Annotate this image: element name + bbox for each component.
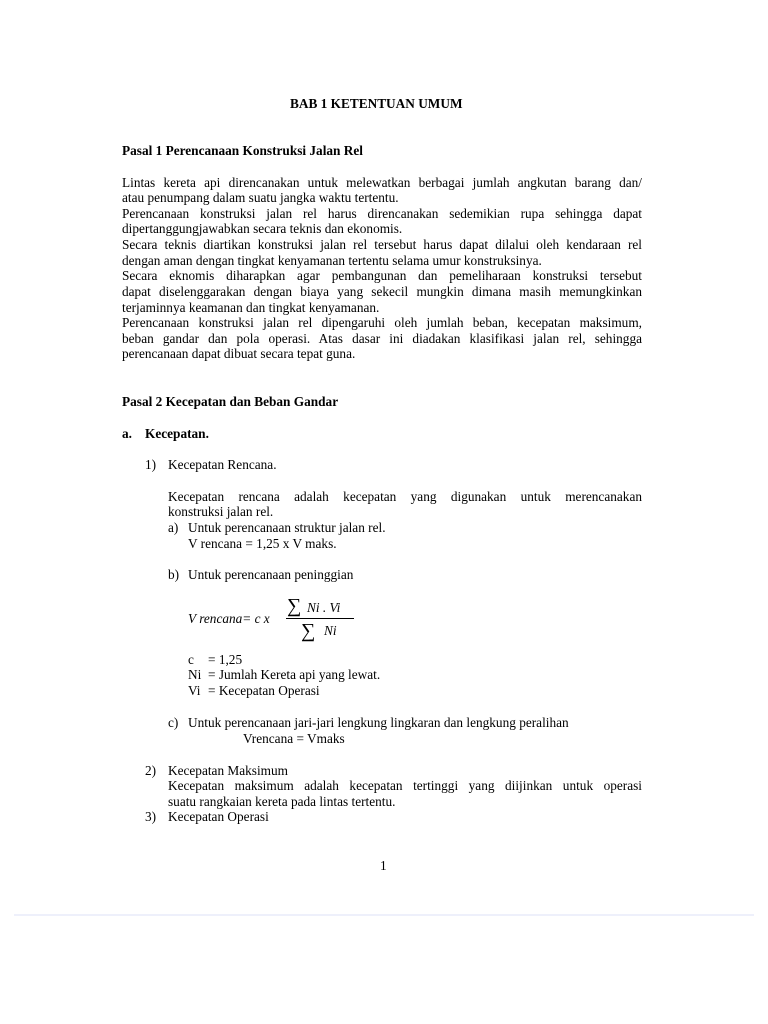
pasal-1-heading: Pasal 1 Perencanaan Konstruksi Jalan Rel bbox=[122, 143, 363, 158]
item-1a-marker: a) bbox=[168, 520, 179, 535]
formula-denominator: Ni bbox=[324, 623, 337, 638]
item-1a-formula: V rencana = 1,25 x V maks. bbox=[188, 536, 337, 551]
item-1-desc-line: konstruksi jalan rel. bbox=[168, 504, 274, 519]
formula-numerator: Ni . Vi bbox=[307, 600, 341, 615]
item-1b-label: Untuk perencanaan peninggian bbox=[188, 567, 354, 582]
item-2-label: Kecepatan Maksimum bbox=[168, 763, 289, 778]
item-1c-label: Untuk perencanaan jari-jari lengkung lingkaran dan lengkung peralihan bbox=[188, 715, 569, 730]
paragraph-line: dengan aman dengan tingkat kenyamanan tertentu selama umur konstruksinya. bbox=[122, 253, 542, 268]
paragraph-line: atau penumpang dalam suatu jangka waktu tertentu. bbox=[122, 190, 399, 205]
item-1-label: Kecepatan Rencana. bbox=[168, 457, 277, 472]
var-definition: = 1,25 bbox=[208, 652, 243, 667]
item-3-label: Kecepatan Operasi bbox=[168, 809, 269, 824]
var-symbol: Vi bbox=[188, 683, 201, 698]
paragraph-line: dapat diselenggarakan dengan biaya yang sekecil mungkin dimana masih memungkinkan bbox=[122, 284, 642, 299]
item-1a-label: Untuk perencanaan struktur jalan rel. bbox=[188, 520, 386, 535]
var-definition: = Jumlah Kereta api yang lewat. bbox=[208, 667, 381, 682]
section-a-label: Kecepatan. bbox=[145, 426, 209, 441]
page-number: 1 bbox=[380, 858, 387, 873]
item-2-marker: 2) bbox=[145, 763, 157, 778]
item-1b-marker: b) bbox=[168, 567, 180, 582]
paragraph-line: dipertanggungjawabkan secara teknis dan ekonomis. bbox=[122, 221, 403, 236]
paragraph-line: terjaminnya keamanan dan tingkat kenyamanan. bbox=[122, 300, 380, 315]
paragraph-line: Secara eknomis diharapkan agar pembangunan dan pemeliharaan konstruksi tersebut bbox=[122, 268, 642, 283]
paragraph-line: Perencanaan konstruksi jalan rel harus direncanakan sedemikian rupa sehingga dapat bbox=[122, 206, 642, 221]
var-symbol: Ni bbox=[188, 667, 202, 682]
item-1-desc-line: Kecepatan rencana adalah kecepatan yang digunakan untuk merencanakan bbox=[168, 489, 642, 504]
item-2-desc-line: Kecepatan maksimum adalah kecepatan tertinggi yang diijinkan untuk operasi bbox=[168, 778, 642, 793]
paragraph-line: Perencanaan konstruksi jalan rel dipengaruhi oleh jumlah beban, kecepatan maksimum, bbox=[122, 315, 642, 330]
item-3-marker: 3) bbox=[145, 809, 157, 824]
paragraph-line: beban gandar dan pola operasi. Atas dasar ini diadakan klasifikasi jalan rel, sehingga bbox=[122, 331, 642, 346]
var-definition: = Kecepatan Operasi bbox=[208, 683, 320, 698]
chapter-title: BAB 1 KETENTUAN UMUM bbox=[290, 96, 463, 111]
section-a-marker: a. bbox=[122, 426, 132, 441]
paragraph-line: perencanaan dapat dibuat secara tepat guna. bbox=[122, 346, 356, 361]
paragraph-line: Lintas kereta api direncanakan untuk melewatkan berbagai jumlah angkutan barang dan/ bbox=[122, 175, 642, 190]
item-1-marker: 1) bbox=[145, 457, 157, 472]
paragraph-line: Secara teknis diartikan konstruksi jalan rel tersebut harus dapat dilalui oleh kendaraan rel bbox=[122, 237, 642, 252]
fraction-bar bbox=[286, 618, 354, 619]
sum-symbol-numerator: ∑ bbox=[287, 595, 302, 617]
sum-symbol-denominator: ∑ bbox=[301, 620, 316, 642]
formula-lhs: V rencana= c x bbox=[188, 611, 270, 626]
page-bottom-edge bbox=[14, 914, 754, 916]
item-2-desc-line: suatu rangkaian kereta pada lintas tertentu. bbox=[168, 794, 396, 809]
item-1c-formula: Vrencana = Vmaks bbox=[243, 731, 345, 746]
item-1c-marker: c) bbox=[168, 715, 179, 730]
pasal-2-heading: Pasal 2 Kecepatan dan Beban Gandar bbox=[122, 394, 339, 409]
var-symbol: c bbox=[188, 652, 194, 667]
